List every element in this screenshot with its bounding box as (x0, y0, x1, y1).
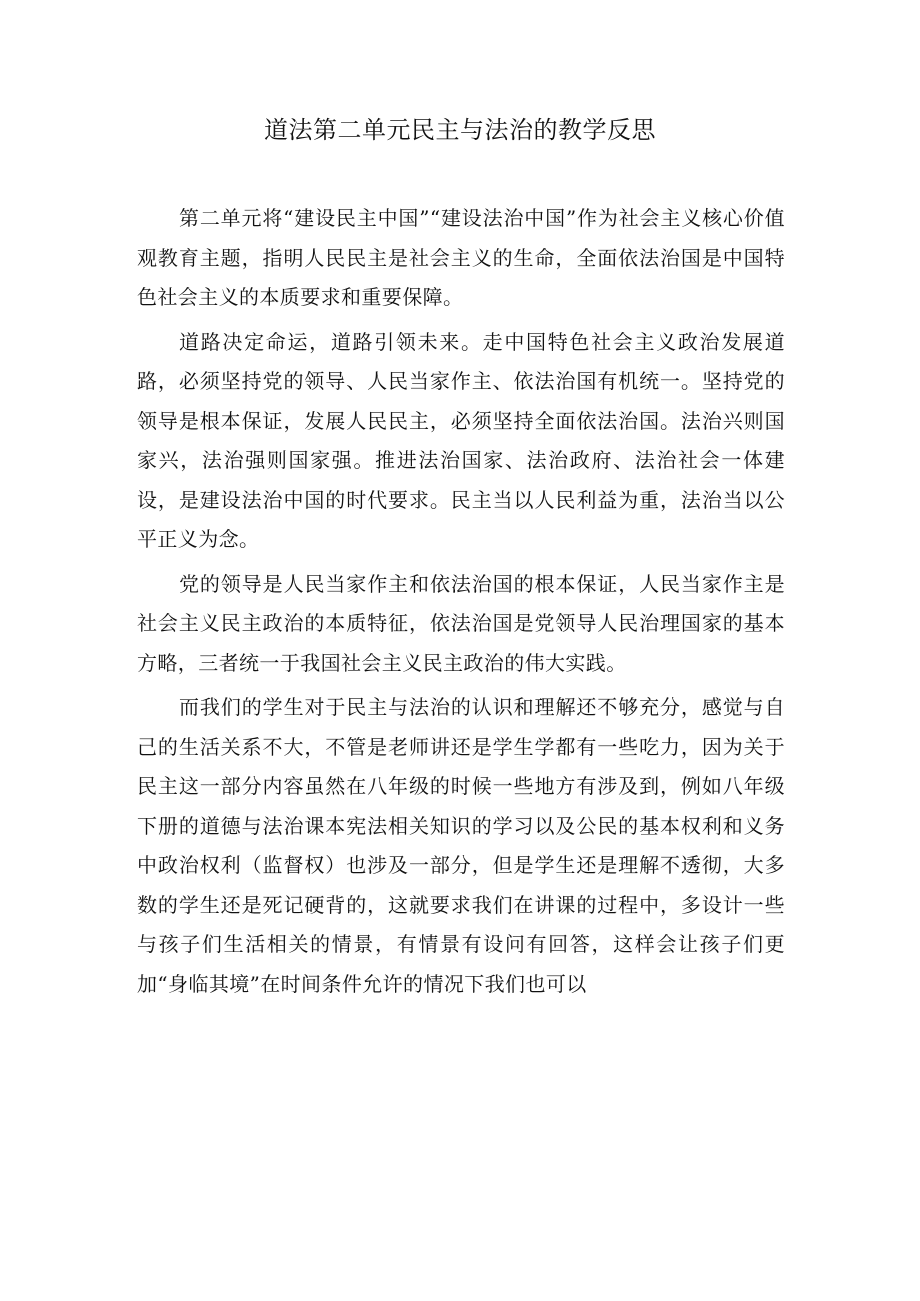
document-title: 道法第二单元民主与法治的教学反思 (264, 116, 656, 144)
document-body (137, 199, 785, 1009)
paragraph-4: 而我们的学生对于民主与法治的认识和理解还不够充分，感觉与自己的生活关系不大，不管是老师讲还是学生学都有一些吃力，因为关于民主这一部分内容虽然在八年级的时候一些地方有涉及到，例如八年级下册的道德与法治课本宪法相关知识的学习以及公民的基本权利和义务中政治权利（监督权）也涉及一部分，但是学生还是理解不透彻，大多数的学生还是死记硬背的，这就要求我们在讲课的过程中，多设计一些与孩子们生活相关的情景，有情景有设问有回答，这样会让孩子们更加“身临其境”在时间条件允许的情况下我们也可以 (137, 695, 785, 996)
paragraph-3: 党的领导是人民当家作主和依法治国的根本保证，人民当家作主是社会主义民主政治的本质特征，依法治国是党领导人民治理国家的基本方略，三者统一于我国社会主义民主政治的伟大实践。 (137, 571, 785, 675)
paragraph-1: 第二单元将“建设民主中国”“建设法治中国”作为社会主义核心价值观教育主题，指明人民民主是社会主义的生命，全面依法治国是中国特色社会主义的本质要求和重要保障。 (137, 206, 785, 309)
paragraph-2: 道路决定命运，道路引领未来。走中国特色社会主义政治发展道路，必须坚持党的领导、人民当家作主、依法治国有机统一。坚持党的领导是根本保证，发展人民民主，必须坚持全面依法治国。法治兴则国家兴，法治强则国家强。推进法治国家、法治政府、法治社会一体建设，是建设法治中国的时代要求。民主当以人民利益为重，法治当以公平正义为念。 (137, 329, 785, 551)
